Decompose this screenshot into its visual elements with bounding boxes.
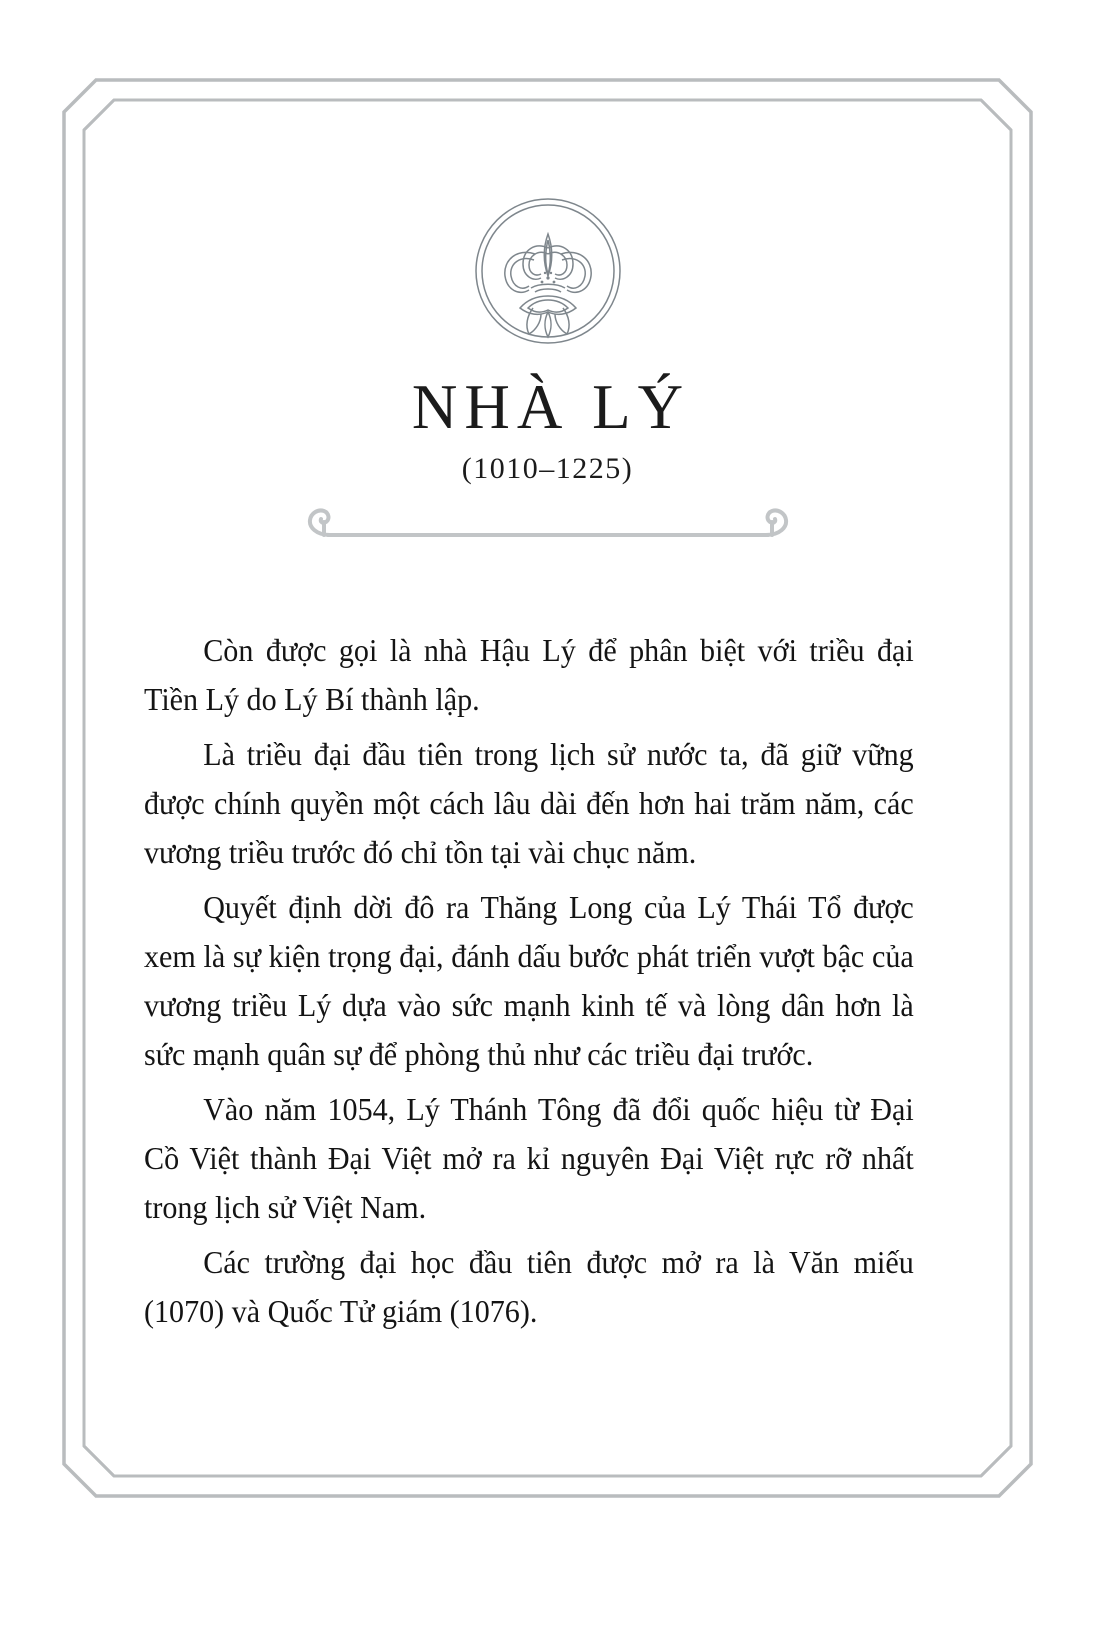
body-text-block [144, 626, 950, 1336]
corner-notch-top-right [981, 100, 1011, 130]
lotus-medallion-icon [473, 196, 623, 346]
corner-notch-bottom-right [981, 1446, 1011, 1476]
page-header [0, 196, 1095, 542]
paragraph: Còn được gọi là nhà Hậu Lý để phân biệt với triều đại Tiền Lý do Lý Bí thành lập. [144, 633, 914, 717]
corner-notch-top-left [84, 100, 114, 130]
paragraph: Vào năm 1054, Lý Thánh Tông đã đổi quốc hiệu từ Đại Cồ Việt thành Đại Việt mở ra kỉ nguyên Đại Việt rực rỡ nhất trong lịch sử Việt Nam. [144, 1092, 914, 1225]
corner-notch-bottom-left [84, 1446, 114, 1476]
scroll-divider-icon [298, 508, 798, 542]
paragraph: Quyết định dời đô ra Thăng Long của Lý Thái Tổ được xem là sự kiện trọng đại, đánh dấu bước phát triển vượt bậc của vương triều Lý dựa vào sức mạnh kinh tế và lòng dân hơn là sức mạnh quân sự để phòng thủ như các triều đại trước. [144, 890, 914, 1072]
paragraph: Các trường đại học đầu tiên được mở ra là Văn miếu (1070) và Quốc Tử giám (1076). [144, 1245, 914, 1329]
dynasty-date-range: (1010–1225) [461, 452, 634, 486]
paragraph: Là triều đại đầu tiên trong lịch sử nước ta, đã giữ vững được chính quyền một cách lâu dài đến hơn hai trăm năm, các vương triều trước đó chỉ tồn tại vài chục năm. [144, 737, 914, 870]
page-title: NHÀ LÝ [411, 372, 691, 442]
